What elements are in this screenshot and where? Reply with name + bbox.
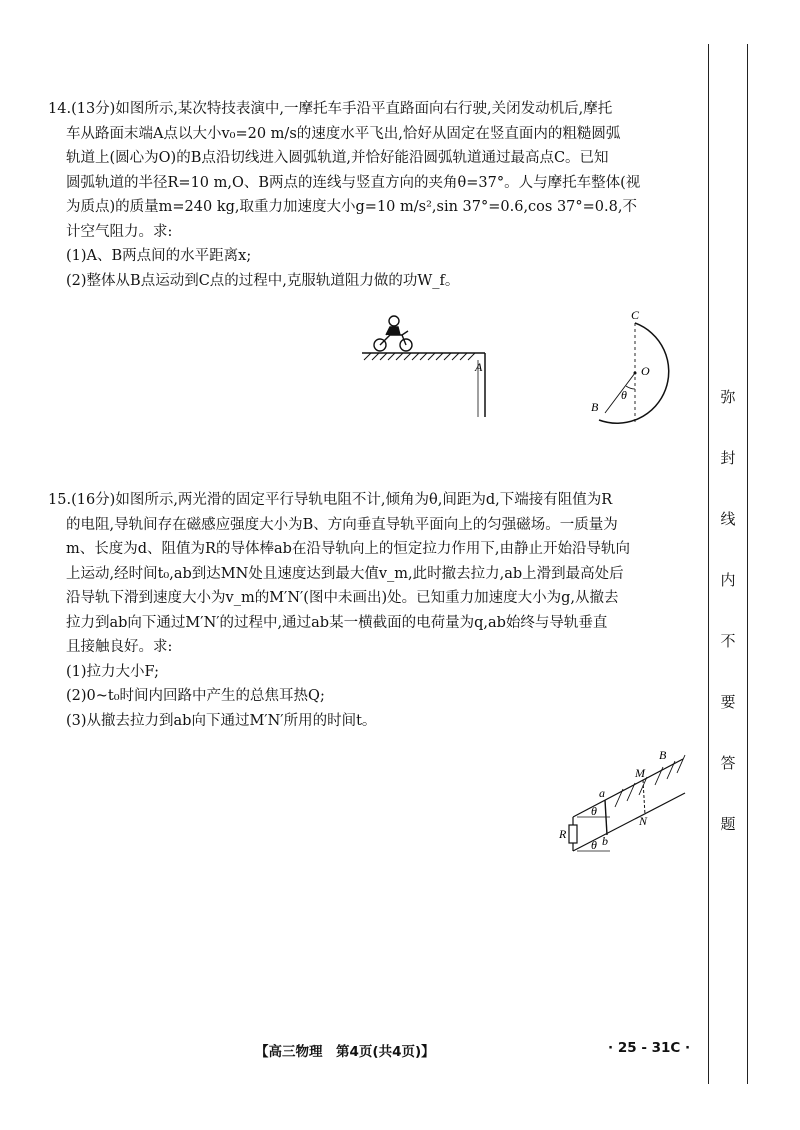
seal-char-5: 不 bbox=[720, 632, 736, 650]
q14-line-1: 14.(13分)如图所示,某次特技表演中,一摩托车手沿平直路面向右行驶,关闭发动机后,摩托 bbox=[48, 101, 613, 117]
label-A: A bbox=[475, 360, 483, 374]
road-hatching bbox=[364, 353, 475, 360]
q14-figure bbox=[350, 305, 700, 435]
label-C: C bbox=[631, 308, 640, 322]
q15-figure bbox=[555, 745, 705, 860]
label-O: O bbox=[641, 364, 650, 378]
label-theta-bottom: θ bbox=[591, 838, 597, 852]
label-B-field: B bbox=[659, 748, 667, 762]
q15-line-4: 上运动,经时间t₀,ab到达MN处且速度达到最大值v_m,此时撤去拉力,ab上滑到最高处后 bbox=[66, 565, 624, 582]
q14-line-6: 计空气阻力。求: bbox=[66, 223, 173, 240]
seal-char-1: 弥 bbox=[720, 388, 736, 406]
question-15 bbox=[48, 488, 688, 733]
footer-title: 【高三物理 第4页(共4页)】 bbox=[255, 1044, 435, 1060]
rod-ab bbox=[605, 800, 607, 835]
seal-char-7: 答 bbox=[720, 754, 736, 772]
motorcycle-icon bbox=[374, 316, 412, 351]
q14-line-2: 车从路面末端A点以大小v₀=20 m/s的速度水平飞出,恰好从固定在竖直面内的粗糙圆弧 bbox=[66, 125, 621, 142]
lower-rail bbox=[573, 793, 685, 851]
q15-sub-1: (1)拉力大小F; bbox=[66, 663, 159, 680]
q14-sub-1: (1)A、B两点间的水平距离x; bbox=[66, 248, 252, 264]
label-B: B bbox=[591, 400, 599, 414]
q15-line-6: 拉力到ab向下通过M′N′的过程中,通过ab某一横截面的电荷量为q,ab始终与导轨垂直 bbox=[66, 614, 608, 631]
upper-rail bbox=[573, 759, 683, 817]
label-a: a bbox=[599, 786, 605, 800]
q14-sub-2: (2)整体从B点运动到C点的过程中,克服轨道阻力做的功W_f。 bbox=[66, 272, 460, 289]
label-b: b bbox=[602, 834, 608, 848]
theta-arc bbox=[626, 386, 635, 389]
radius-OB bbox=[605, 373, 635, 413]
label-theta: θ bbox=[621, 388, 627, 402]
seal-char-8: 题 bbox=[720, 815, 736, 833]
q14-line-5: 为质点)的质量m=240 kg,取重力加速度大小g=10 m/s²,sin 37°=0.6,cos 37°=0.8,不 bbox=[66, 199, 637, 215]
q15-line-7: 且接触良好。求: bbox=[66, 639, 173, 655]
label-N: N bbox=[639, 814, 648, 828]
resistor bbox=[569, 825, 577, 843]
field-arrows bbox=[615, 755, 685, 807]
seal-char-3: 线 bbox=[720, 510, 736, 528]
q14-line-3: 轨道上(圆心为O)的B点沿切线进入圆弧轨道,并恰好能沿圆弧轨道通过最高点C。已知 bbox=[66, 150, 609, 166]
q14-line-4: 圆弧轨道的半径R=10 m,O、B两点的连线与竖直方向的夹角θ=37°。人与摩托车整体(视 bbox=[66, 174, 641, 191]
q15-sub-2: (2)0~t₀时间内回路中产生的总焦耳热Q; bbox=[66, 688, 325, 704]
q15-line-1: 15.(16分)如图所示,两光滑的固定平行导轨电阻不计,倾角为θ,间距为d,下端接有阻值为R bbox=[48, 492, 613, 508]
label-R: R bbox=[559, 827, 567, 841]
q15-sub-3: (3)从撤去拉力到ab向下通过M′N′所用的时间t。 bbox=[66, 712, 377, 729]
label-M: M bbox=[635, 766, 645, 780]
seal-char-2: 封 bbox=[720, 449, 736, 467]
seal-strip bbox=[708, 44, 748, 1084]
center-O-dot bbox=[634, 372, 637, 375]
label-theta-top: θ bbox=[591, 804, 597, 818]
seal-char-4: 内 bbox=[720, 571, 736, 589]
seal-char-6: 要 bbox=[720, 693, 736, 711]
q15-line-2: 的电阻,导轨间存在磁感应强度大小为B、方向垂直导轨平面向上的匀强磁场。一质量为 bbox=[66, 516, 618, 533]
footer-code: · 25 - 31C · bbox=[608, 1040, 691, 1056]
q15-line-3: m、长度为d、阻值为R的导体棒ab在沿导轨向上的恒定拉力作用下,由静止开始沿导轨向 bbox=[66, 541, 630, 557]
q15-line-5: 沿导轨下滑到速度大小为v_m的M′N′(图中未画出)处。已知重力加速度大小为g,从撤去 bbox=[66, 590, 619, 606]
question-14 bbox=[48, 97, 688, 293]
